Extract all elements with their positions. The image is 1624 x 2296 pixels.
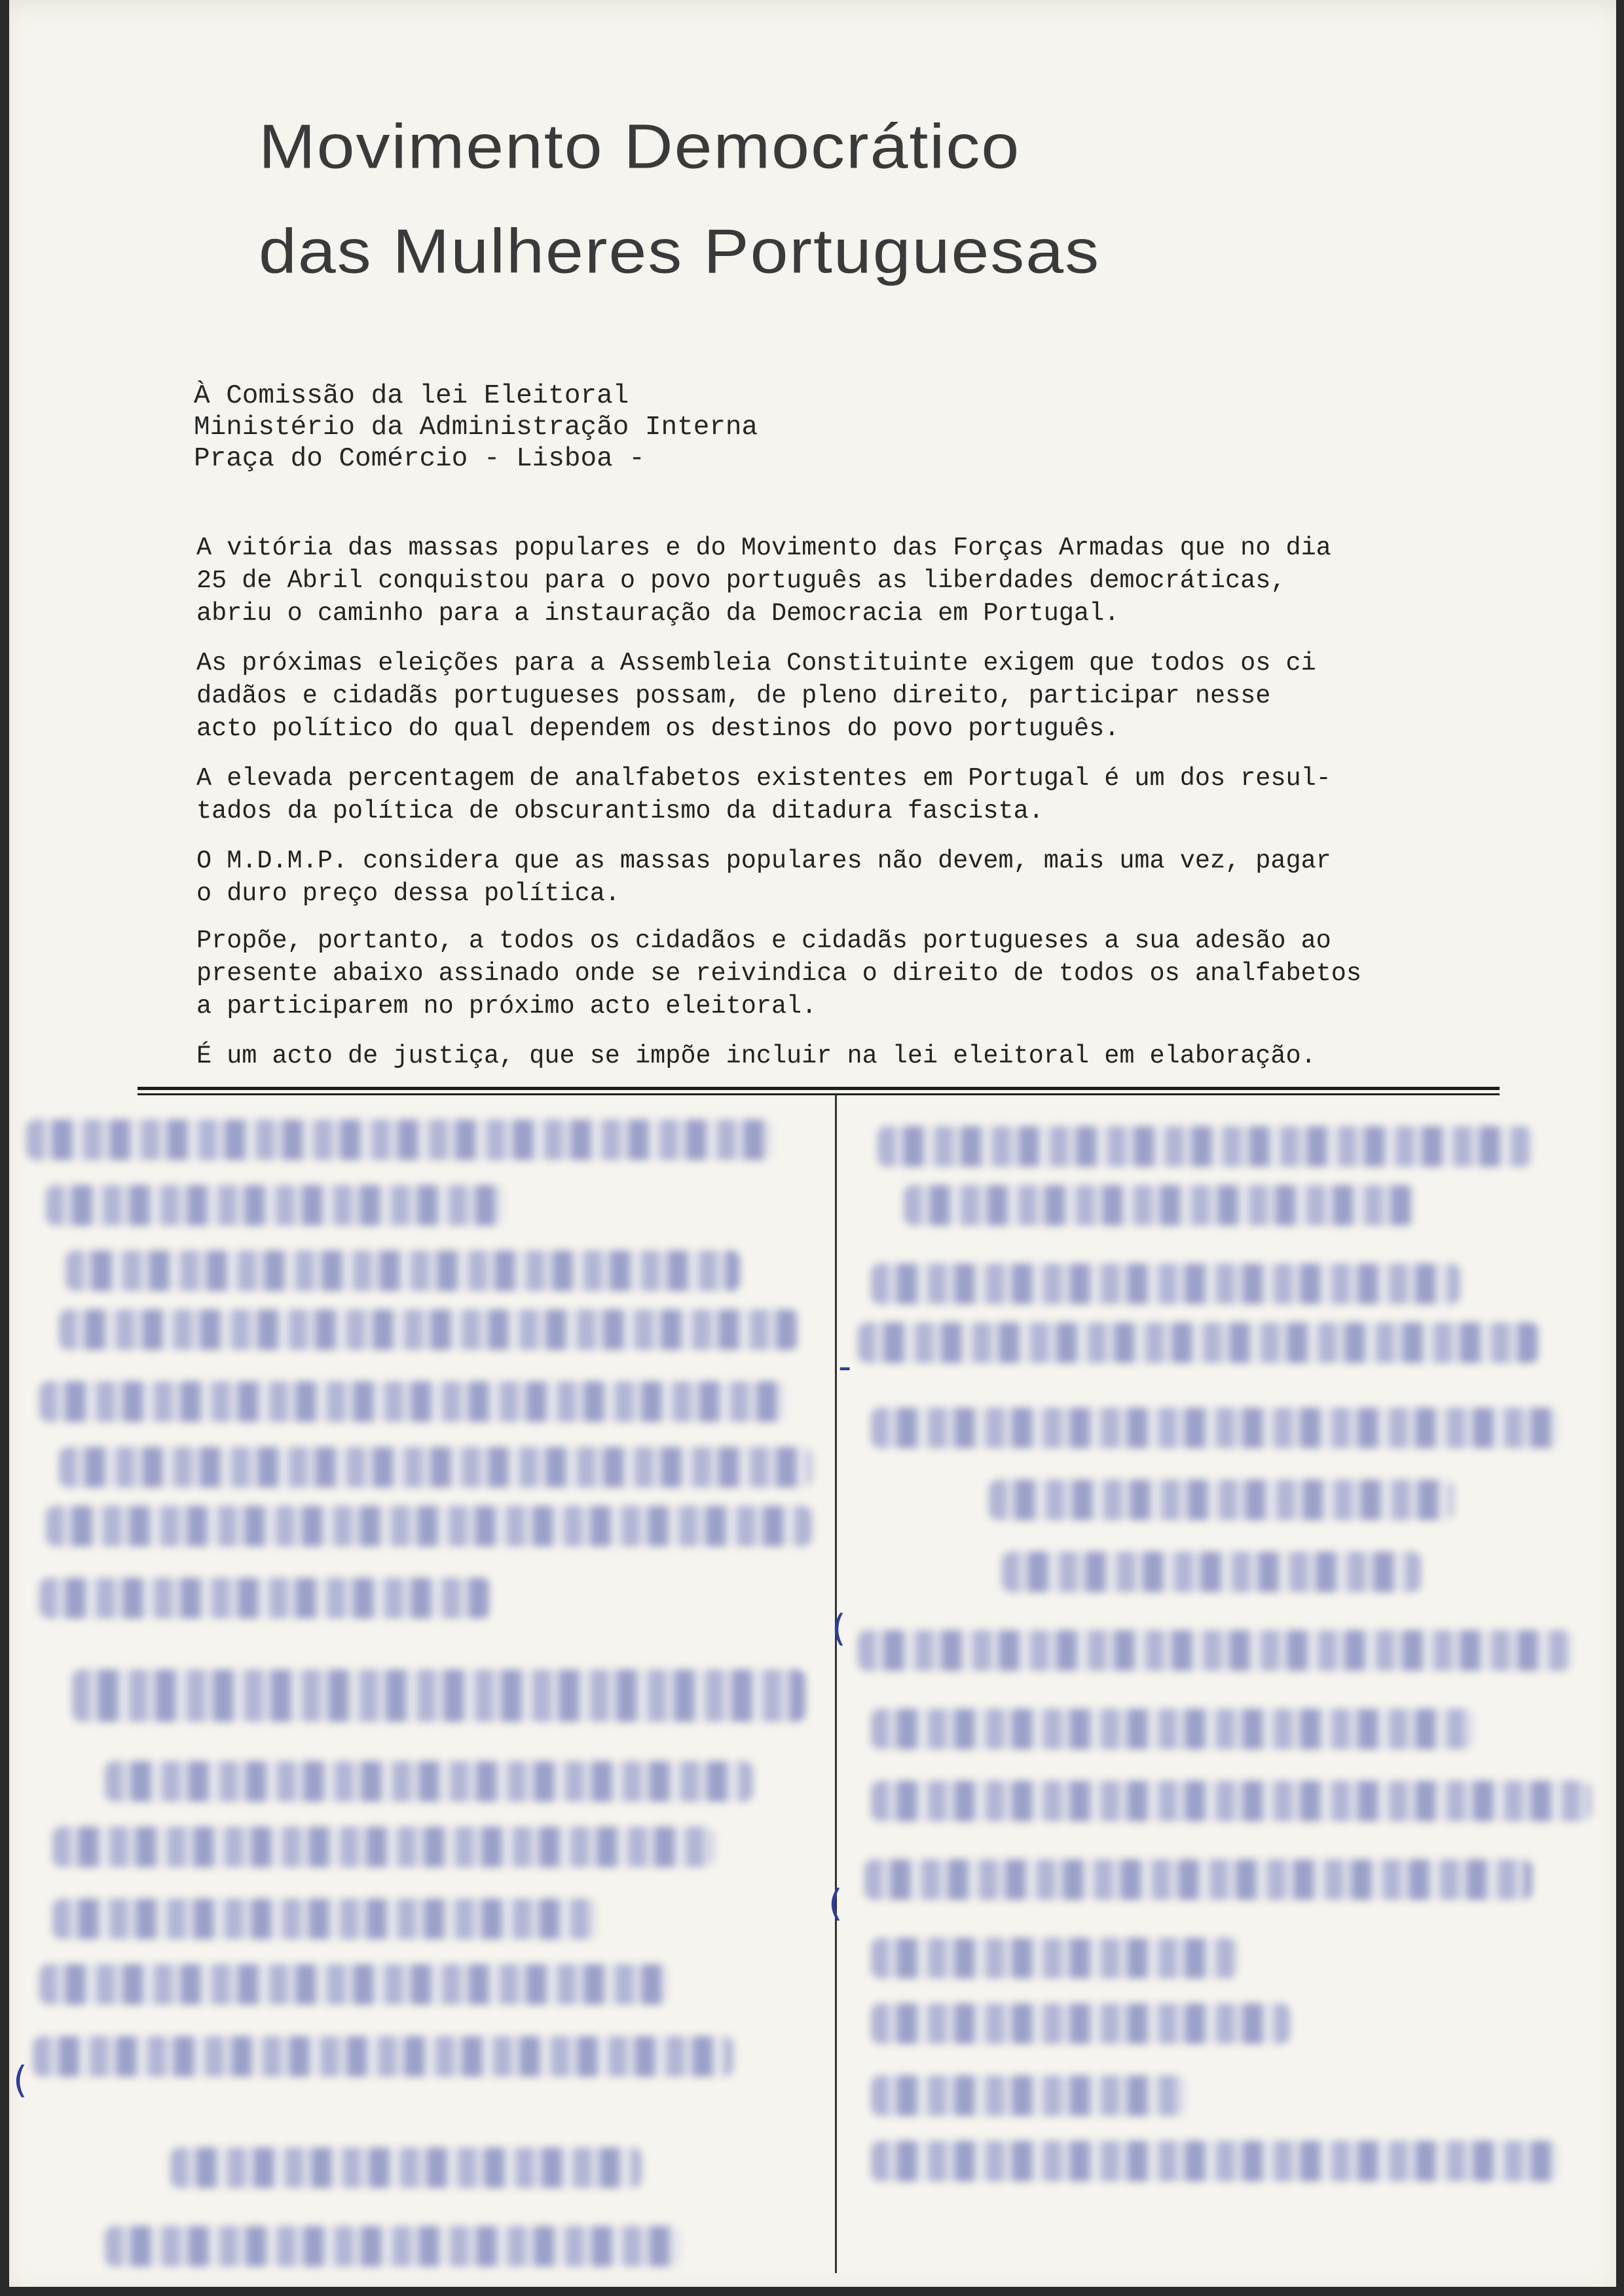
paragraph-line: acto político do qual dependem os destinos do povo português. <box>196 714 1120 743</box>
blurred-signature <box>871 1408 1559 1448</box>
recipient-line-1: À Comissão da lei Eleitoral <box>194 381 629 411</box>
blurred-signature <box>39 1381 786 1422</box>
letterhead-line-2: das Mulheres Portuguesas <box>259 216 1101 287</box>
blurred-signature <box>59 1447 812 1487</box>
blurred-signature <box>871 1264 1460 1304</box>
blurred-signature <box>39 1578 491 1618</box>
blurred-signature <box>858 1322 1539 1363</box>
paragraph-line: A elevada percentagem de analfabetos existentes em Portugal é um dos resul- <box>196 764 1331 793</box>
blurred-signature <box>1002 1552 1421 1592</box>
blurred-signature <box>877 1126 1532 1167</box>
paragraph-line: presente abaixo assinado onde se reivindica o direito de todos os analfabetos <box>196 959 1361 988</box>
blurred-signature <box>59 1309 799 1350</box>
paragraph-4 <box>196 845 1500 910</box>
blurred-signature <box>39 1964 668 2005</box>
scan-edge-left <box>0 0 9 2296</box>
blurred-signature <box>904 1185 1414 1226</box>
blurred-signature <box>46 1185 504 1226</box>
blurred-signature <box>858 1630 1572 1671</box>
blurred-signature <box>871 2075 1185 2116</box>
paragraph-2 <box>196 647 1500 745</box>
blurred-signature <box>46 1506 812 1546</box>
blurred-signature <box>871 1781 1591 1821</box>
recipient-line-2: Ministério da Administração Interna <box>194 412 758 443</box>
paragraph-line: abriu o caminho para a instauração da Democracia em Portugal. <box>196 599 1120 628</box>
paragraph-line: o duro preço dessa política. <box>196 879 620 908</box>
blurred-signature <box>105 2226 681 2267</box>
blurred-signature <box>871 2141 1559 2181</box>
blurred-signature <box>170 2147 642 2188</box>
scan-edge-right <box>1616 0 1624 2296</box>
paragraph-line: dadãos e cidadãs portugueses possam, de pleno direito, participar nesse <box>196 682 1271 710</box>
divider-rule <box>138 1093 1500 1095</box>
recipient-line-3: Praça do Comércio - Lisboa - <box>194 444 645 474</box>
paragraph-line: 25 de Abril conquistou para o povo português as liberdades democráticas, <box>196 566 1286 595</box>
blurred-signature <box>33 2036 733 2077</box>
pen-mark-icon: ( <box>13 2059 28 2102</box>
blurred-signature <box>871 1938 1238 1978</box>
blurred-signature <box>72 1669 805 1722</box>
paragraph-line: a participarem no próximo acto eleitoral. <box>196 992 817 1021</box>
paragraph-line: Propõe, portanto, a todos os cidadãos e cidadãs portugueses a sua adesão ao <box>196 926 1331 955</box>
paragraph-line: O M.D.M.P. considera que as massas populares não devem, mais uma vez, pagar <box>196 847 1331 875</box>
paragraph-line: tados da política de obscurantismo da ditadura fascista. <box>196 797 1044 826</box>
letterhead-line-1: Movimento Democrático <box>259 111 1021 182</box>
pen-mark-icon: ( <box>832 1607 846 1650</box>
blurred-signature <box>989 1480 1454 1520</box>
divider-rule <box>138 1087 1500 1090</box>
blurred-signature <box>52 1827 714 1867</box>
blurred-signature <box>871 1709 1473 1749</box>
blurred-signature <box>105 1761 753 1802</box>
blurred-signature <box>871 2003 1290 2044</box>
blurred-signature <box>864 1859 1532 1900</box>
blurred-signature <box>52 1899 596 1939</box>
paragraph-line: É um acto de justiça, que se impõe incluir na lei eleitoral em elaboração. <box>196 1042 1316 1070</box>
pen-mark-icon: - <box>838 1345 852 1388</box>
pen-mark-icon: ( <box>828 1882 843 1925</box>
paragraph-5 <box>196 924 1500 1023</box>
paragraph-6 <box>196 1040 1500 1072</box>
paragraph-1 <box>196 532 1500 630</box>
paragraph-3 <box>196 762 1500 828</box>
scan-edge-bottom <box>0 2287 1624 2296</box>
blurred-signature <box>26 1120 773 1160</box>
paragraph-line: A vitória das massas populares e do Movimento das Forças Armadas que no dia <box>196 534 1331 562</box>
paragraph-line: As próximas eleições para a Assembleia Constituinte exigem que todos os ci <box>196 649 1316 678</box>
column-divider <box>835 1095 837 2273</box>
blurred-signature <box>65 1250 740 1291</box>
